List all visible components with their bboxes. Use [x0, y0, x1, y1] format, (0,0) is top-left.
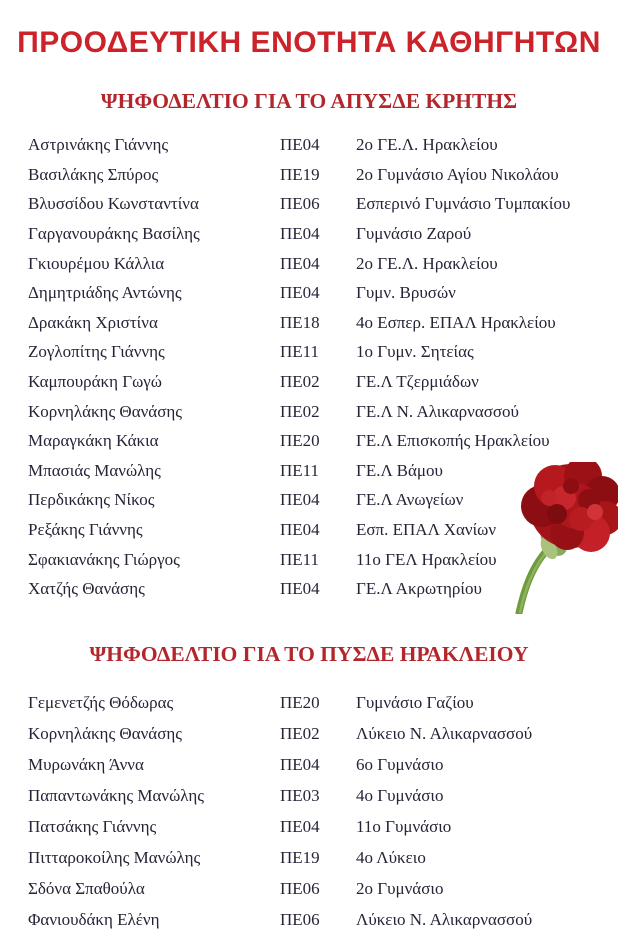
roster-row: [0, 718, 618, 749]
specialty-code: ΠΕ04: [280, 520, 320, 540]
roster-row: [0, 873, 618, 904]
specialty-code: ΠΕ03: [280, 785, 320, 805]
roster-row: [0, 160, 618, 190]
school-name: ΓΕ.Λ Ν. Αλικαρνασσού: [356, 401, 519, 421]
specialty-code: ΠΕ18: [280, 312, 320, 332]
roster-row: [0, 426, 618, 456]
school-name: Εσπ. ΕΠΑΛ Χανίων: [356, 520, 497, 540]
candidate-name: Πιτταροκοίλης Μανώλης: [28, 847, 201, 867]
school-name: 4ο Λύκειο: [356, 847, 426, 867]
specialty-code: ΠΕ04: [280, 816, 320, 836]
specialty-code: ΠΕ20: [280, 431, 320, 451]
candidate-name: Γκιουρέμου Κάλλια: [28, 253, 165, 273]
roster-row: [0, 780, 618, 811]
specialty-code: ΠΕ02: [280, 372, 320, 392]
roster-row: [0, 367, 618, 397]
candidate-name: Μυρωνάκη Άννα: [28, 754, 144, 774]
specialty-code: ΠΕ04: [280, 224, 320, 244]
candidate-name: Σδόνα Σπαθούλα: [28, 878, 145, 898]
candidate-name: Ρεξάκης Γιάννης: [28, 520, 143, 540]
candidate-name: Μαραγκάκη Κάκια: [28, 431, 159, 451]
roster-row: [0, 456, 618, 486]
roster-row: [0, 248, 618, 278]
candidate-name: Φανιουδάκη Ελένη: [28, 909, 160, 929]
candidate-name: Βλυσσίδου Κωνσταντίνα: [28, 194, 199, 214]
roster-row: [0, 515, 618, 545]
school-name: Γυμνάσιο Γαζίου: [356, 692, 474, 712]
specialty-code: ΠΕ20: [280, 692, 320, 712]
roster-row: [0, 574, 618, 604]
school-name: 4ο Γυμνάσιο: [356, 785, 444, 805]
candidate-name: Δρακάκη Χριστίνα: [28, 312, 158, 332]
candidate-name: Αστρινάκης Γιάννης: [28, 135, 169, 155]
roster-row: [0, 337, 618, 367]
school-name: 2ο Γυμνάσιο Αγίου Νικολάου: [356, 164, 559, 184]
ballot-section: [0, 642, 618, 935]
roster-row: [0, 687, 618, 718]
roster-row: [0, 308, 618, 338]
school-name: Γυμνάσιο Ζαρού: [356, 224, 472, 244]
candidate-name: Χατζής Θανάσης: [28, 579, 145, 599]
candidate-name: Ζογλοπίτης Γιάννης: [28, 342, 165, 362]
roster-row: [0, 842, 618, 873]
specialty-code: ΠΕ06: [280, 878, 320, 898]
specialty-code: ΠΕ06: [280, 909, 320, 929]
specialty-code: ΠΕ19: [280, 847, 320, 867]
candidate-name: Πατσάκης Γιάννης: [28, 816, 157, 836]
candidate-name: Μπασιάς Μανώλης: [28, 460, 161, 480]
ballot-sections: [0, 89, 618, 935]
specialty-code: ΠΕ02: [280, 401, 320, 421]
specialty-code: ΠΕ06: [280, 194, 320, 214]
school-name: 4ο Εσπερ. ΕΠΑΛ Ηρακλείου: [356, 312, 556, 332]
candidate-name: Κορνηλάκης Θανάσης: [28, 401, 182, 421]
specialty-code: ΠΕ04: [280, 754, 320, 774]
school-name: 6ο Γυμνάσιο: [356, 754, 444, 774]
school-name: Εσπερινό Γυμνάσιο Τυμπακίου: [356, 194, 571, 214]
section-rows: [0, 687, 618, 935]
specialty-code: ΠΕ11: [280, 549, 320, 569]
school-name: 11ο ΓΕΛ Ηρακλείου: [356, 549, 497, 569]
specialty-code: ΠΕ11: [280, 342, 320, 362]
roster-row: [0, 396, 618, 426]
section-header: ΨΗΦΟΔΕΛΤΙΟ ΓΙΑ ΤΟ ΠΥΣΔΕ ΗΡΑΚΛΕΙΟΥ: [89, 641, 529, 666]
specialty-code: ΠΕ11: [280, 460, 320, 480]
candidate-name: Δημητριάδης Αντώνης: [28, 283, 182, 303]
school-name: Λύκειο Ν. Αλικαρνασσού: [356, 909, 533, 929]
roster-row: [0, 189, 618, 219]
school-name: 2ο Γυμνάσιο: [356, 878, 444, 898]
roster-row: [0, 278, 618, 308]
specialty-code: ΠΕ04: [280, 490, 320, 510]
section-header: ΨΗΦΟΔΕΛΤΙΟ ΓΙΑ ΤΟ ΑΠΥΣΔΕ ΚΡΗΤΗΣ: [100, 89, 518, 113]
specialty-code: ΠΕ19: [280, 164, 320, 184]
candidate-name: Περδικάκης Νίκος: [28, 490, 155, 510]
school-name: 2ο ΓΕ.Λ. Ηρακλείου: [356, 135, 498, 155]
roster-row: [0, 544, 618, 574]
candidate-name: Κορνηλάκης Θανάσης: [28, 723, 182, 743]
roster-row: [0, 811, 618, 842]
roster-row: [0, 904, 618, 935]
school-name: ΓΕ.Λ Ανωγείων: [356, 490, 464, 510]
specialty-code: ΠΕ04: [280, 579, 320, 599]
school-name: ΓΕ.Λ Ακρωτηρίου: [356, 579, 482, 599]
school-name: Γυμν. Βρυσών: [356, 283, 456, 303]
candidate-name: Καμπουράκη Γωγώ: [28, 372, 162, 392]
candidate-name: Παπαντωνάκης Μανώλης: [28, 785, 205, 805]
school-name: ΓΕ.Λ Τζερμιάδων: [356, 372, 479, 392]
page-title: ΠΡΟΟΔΕΥΤΙΚΗ ΕΝΟΤΗΤΑ ΚΑΘΗΓΗΤΩΝ: [17, 26, 601, 59]
section-rows: [0, 130, 618, 604]
candidate-name: Γεμενετζής Θόδωρας: [28, 692, 174, 712]
candidate-name: Βασιλάκης Σπύρος: [28, 164, 159, 184]
school-name: 1ο Γυμν. Σητείας: [356, 342, 474, 362]
roster-row: [0, 219, 618, 249]
roster-row: [0, 749, 618, 780]
school-name: Λύκειο Ν. Αλικαρνασσού: [356, 723, 533, 743]
specialty-code: ΠΕ04: [280, 135, 320, 155]
ballot-section: [0, 89, 618, 604]
specialty-code: ΠΕ04: [280, 283, 320, 303]
roster-row: [0, 485, 618, 515]
specialty-code: ΠΕ02: [280, 723, 320, 743]
school-name: 11ο Γυμνάσιο: [356, 816, 452, 836]
specialty-code: ΠΕ04: [280, 253, 320, 273]
candidate-name: Γαργανουράκης Βασίλης: [28, 224, 200, 244]
school-name: 2ο ΓΕ.Λ. Ηρακλείου: [356, 253, 498, 273]
school-name: ΓΕ.Λ Βάμου: [356, 460, 443, 480]
school-name: ΓΕ.Λ Επισκοπής Ηρακλείου: [356, 431, 550, 451]
candidate-name: Σφακιανάκης Γιώργος: [28, 549, 180, 569]
roster-row: [0, 130, 618, 160]
